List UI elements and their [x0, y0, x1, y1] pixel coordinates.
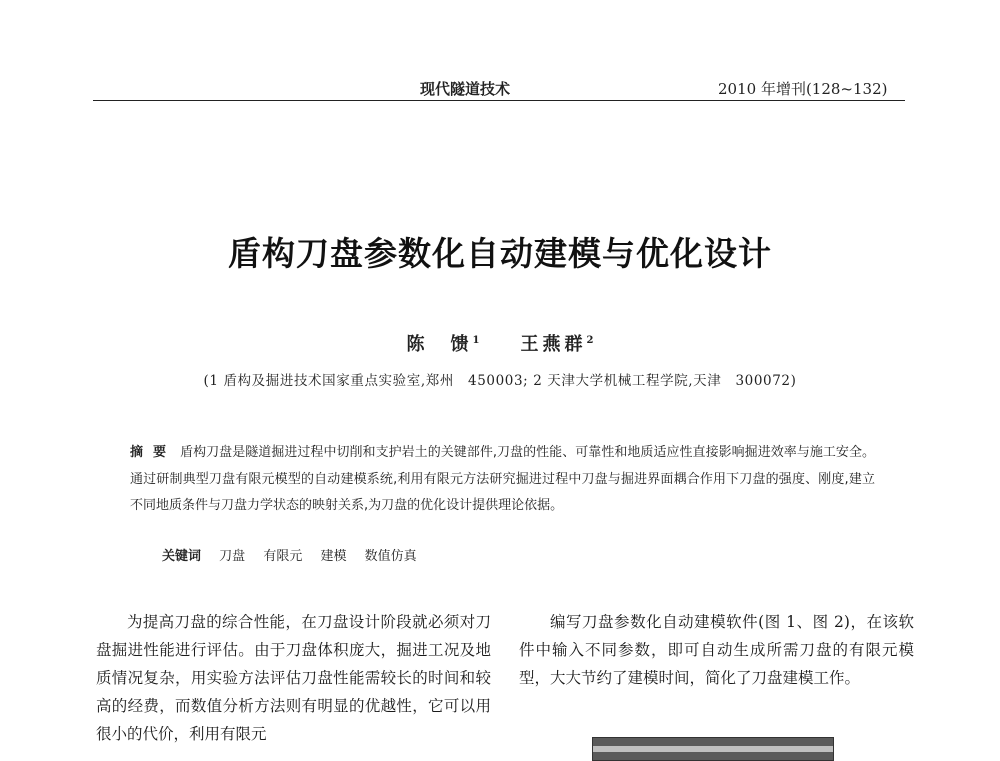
abstract-label: 摘要	[130, 445, 177, 460]
author-line	[0, 330, 1000, 356]
body-column-left	[96, 608, 491, 748]
author-name: 王燕群	[520, 334, 587, 355]
affiliation: (1 盾构及掘进技术国家重点实验室,郑州 450003; 2 天津大学机械工程学院,天津 300072)	[203, 373, 797, 389]
keyword: 刀盘	[219, 549, 246, 564]
body-paragraph: 为提高刀盘的综合性能，在刀盘设计阶段就必须对刀盘掘进性能进行评估。由于刀盘体积庞大，掘进工况及地质情况复杂，用实验方法评估刀盘性能需较长的时间和较高的经费，而数值分析方法则有明显的优越性，它可以用很小的代价，利用有限元	[96, 613, 491, 743]
paper-title: 盾构刀盘参数化自动建模与优化设计	[228, 234, 772, 273]
author-affil-mark: 2	[586, 335, 594, 346]
body-paragraph: 编写刀盘参数化自动建模软件(图 1、图 2)，在该软件中输入不同参数，即可自动生成所需刀盘的有限元模型，大大节约了建模时间，简化了刀盘建模工作。	[519, 613, 914, 687]
journal-name: 现代隧道技术	[420, 80, 511, 98]
author-affil-mark: 1	[472, 335, 480, 346]
keywords	[162, 545, 431, 564]
issue-info: 2010 年增刊(128~132)	[718, 80, 888, 98]
header-rule	[93, 100, 905, 101]
abstract	[130, 440, 875, 520]
figure-menubar	[593, 746, 833, 752]
figure-screenshot	[592, 737, 834, 761]
author-name: 陈 馈	[406, 334, 473, 355]
body-column-right	[519, 608, 914, 692]
keywords-label: 关键词	[162, 549, 202, 564]
keyword: 有限元	[263, 549, 303, 564]
keyword: 数值仿真	[364, 549, 417, 564]
keyword: 建模	[320, 549, 347, 564]
abstract-text: 盾构刀盘是隧道掘进过程中切削和支护岩土的关键部件,刀盘的性能、可靠性和地质适应性直接影响掘进效率与施工安全。通过研制典型刀盘有限元模型的自动建模系统,利用有限元方法研究掘进过程中刀盘与掘进界面耦合作用下刀盘的强度、刚度,建立不同地质条件与刀盘力学状态的映射关系,为刀盘的优化设计提供理论依据。	[130, 445, 875, 513]
